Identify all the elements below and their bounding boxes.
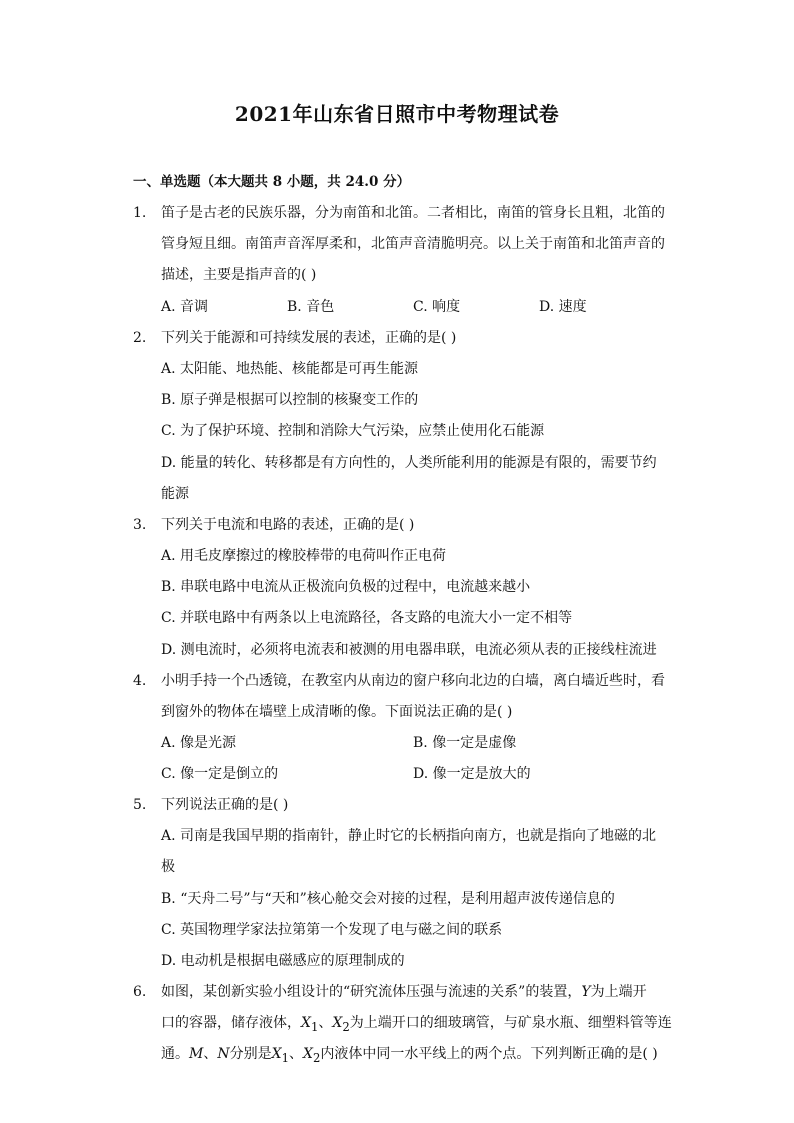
option-b: B. 原子弹是根据可以控制的核聚变工作的: [161, 392, 419, 408]
option-c: C. 英国物理学家法拉第第一个发现了电与磁之间的联系: [161, 922, 503, 938]
variable-x1: X: [301, 1015, 311, 1031]
question-text: 下列关于能源和可持续发展的表述，正确的是( ): [161, 330, 457, 346]
option-c: C. 像一定是倒立的: [161, 766, 279, 782]
option-b: B. 串联电路中电流从正极流向负极的过程中，电流越来越小: [161, 579, 531, 595]
option-a: A. 司南是我国早期的指南针，静止时它的长柄指向南方，也就是指向了地磁的北: [161, 828, 657, 844]
question-text: 管身短且细。南笛声音浑厚柔和，北笛声音清脆明亮。以上关于南笛和北笛声音的: [161, 236, 665, 252]
option-b: B. 像一定是虚像: [413, 735, 517, 751]
question-text: 下列说法正确的是( ): [161, 797, 289, 813]
page-title: 2021年山东省日照市中考物理试卷: [234, 102, 560, 126]
option-d: D. 速度: [539, 299, 587, 315]
option-c: C. 为了保护环境、控制和消除大气污染，应禁止使用化石能源: [161, 423, 545, 439]
question-number: 1.: [133, 205, 147, 221]
option-b: B. “天舟二号”与“天和”核心舱交会对接的过程，是利用超声波传递信息的: [161, 891, 615, 907]
option-b: B. 音色: [287, 299, 335, 315]
option-d: D. 像一定是放大的: [413, 766, 531, 782]
option-c: C. 响度: [413, 299, 461, 315]
option-d: D. 测电流时，必须将电流表和被测的用电器串联，电流必须从表的正接线柱流进: [161, 642, 657, 658]
question-text: 小明手持一个凸透镜，在教室内从南边的窗户移向北边的白墙，离白墙近些时，看: [161, 673, 665, 689]
question-number: 4.: [133, 673, 147, 689]
question-text: 如图，某创新实验小组设计的“研究流体压强与流速的关系”的装置，Y为上端开: [161, 984, 647, 1000]
option-a: A. 音调: [161, 299, 209, 315]
question-number: 5.: [133, 797, 147, 813]
question-number: 3.: [133, 517, 147, 533]
option-d-continued: 能源: [161, 486, 189, 502]
option-a: A. 用毛皮摩擦过的橡胶棒带的电荷叫作正电荷: [161, 548, 447, 564]
question-text: 下列关于电流和电路的表述，正确的是( ): [161, 517, 415, 533]
option-d: D. 电动机是根据电磁感应的原理制成的: [161, 953, 405, 969]
variable-x2: X: [332, 1015, 343, 1031]
question-text: 笛子是古老的民族乐器，分为南笛和北笛。二者相比，南笛的管身长且粗，北笛的: [161, 205, 665, 221]
question-text: 到窗外的物体在墙壁上成清晰的像。下面说法正确的是( ): [161, 704, 513, 720]
question-text: 描述，主要是指声音的( ): [161, 267, 317, 283]
option-a: A. 像是光源: [161, 735, 237, 751]
variable-m: M: [189, 1046, 204, 1062]
question-number: 6.: [133, 984, 147, 1000]
question-number: 2.: [133, 330, 147, 346]
option-d: D. 能量的转化、转移都是有方向性的，人类所能利用的能源是有限的，需要节约: [161, 455, 657, 471]
question-text: 通。M、N分别是$X_1$、$X_2$内液体中同一水平线上的两个点。下列判断正确的是( ): [161, 1046, 658, 1065]
option-c: C. 并联电路中有两条以上电流路径，各支路的电流大小一定不相等: [161, 610, 573, 626]
option-a-continued: 极: [161, 859, 175, 875]
variable-n: N: [217, 1046, 230, 1062]
question-text: 口的容器，储存液体，$X_1$、$X_2$为上端开口的细玻璃管，与矿泉水瓶、细塑料管等连: [161, 1015, 672, 1034]
variable-y: Y: [581, 984, 591, 1000]
option-a: A. 太阳能、地热能、核能都是可再生能源: [161, 361, 419, 377]
section-heading: 一、单选题（本大题共 8 小题，共 24.0 分）: [133, 174, 411, 190]
